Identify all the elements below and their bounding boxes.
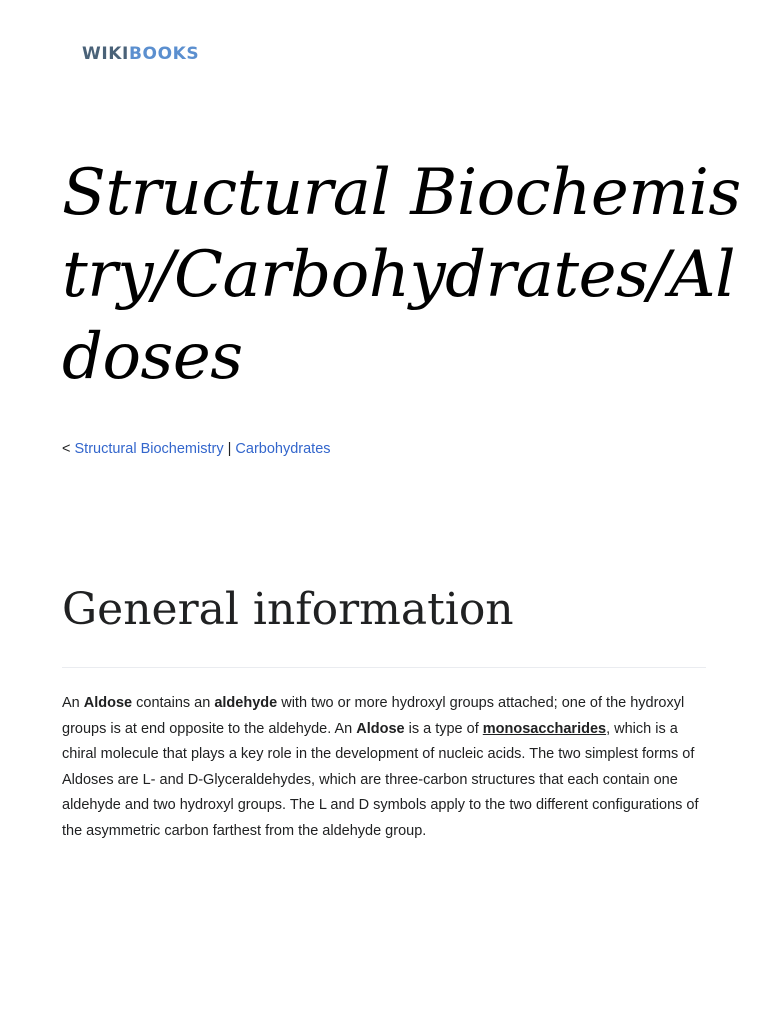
breadcrumb	[62, 439, 331, 459]
paragraph-text: contains an	[132, 695, 215, 711]
intro-paragraph	[62, 691, 712, 845]
wikibooks-logo[interactable]	[82, 44, 199, 64]
breadcrumb-separator: |	[227, 441, 232, 457]
paragraph-text: , which is a chiral molecule that plays a key role in the development of nucleic acids. The two simplest forms of Aldoses are L- and D-Glyceraldehydes, which are three-carbon structures that each contain one aldehyde and two hydroxyl groups. The L and D symbols apply to the two different configurations of the asymmetric carbon farthest from the aldehyde group.	[62, 720, 699, 839]
page-title: Structural Biochemistry/Carbohydrates/Aldoses	[62, 156, 741, 394]
paragraph-text: An	[62, 695, 84, 711]
logo-wiki-text: WIKI	[82, 44, 129, 64]
logo-books-text: BOOKS	[128, 44, 200, 64]
paragraph-text: is a type of	[404, 720, 483, 737]
paragraph-bold-aldehyde: aldehyde	[214, 695, 278, 711]
breadcrumb-link-structural-biochemistry[interactable]: Structural Biochemistry	[74, 441, 224, 457]
monosaccharides-link[interactable]: monosaccharides	[482, 720, 607, 737]
section-heading-general-information: General information	[62, 584, 514, 635]
section-divider	[62, 667, 706, 668]
paragraph-bold-aldose: Aldose	[83, 695, 133, 711]
breadcrumb-prefix: <	[62, 441, 71, 457]
breadcrumb-link-carbohydrates[interactable]: Carbohydrates	[235, 441, 331, 457]
paragraph-text: with two or more hydroxyl groups attached; one of the hydroxyl groups is at end opposite to the aldehyde. An	[62, 695, 685, 737]
paragraph-bold-aldose: Aldose	[356, 720, 405, 737]
